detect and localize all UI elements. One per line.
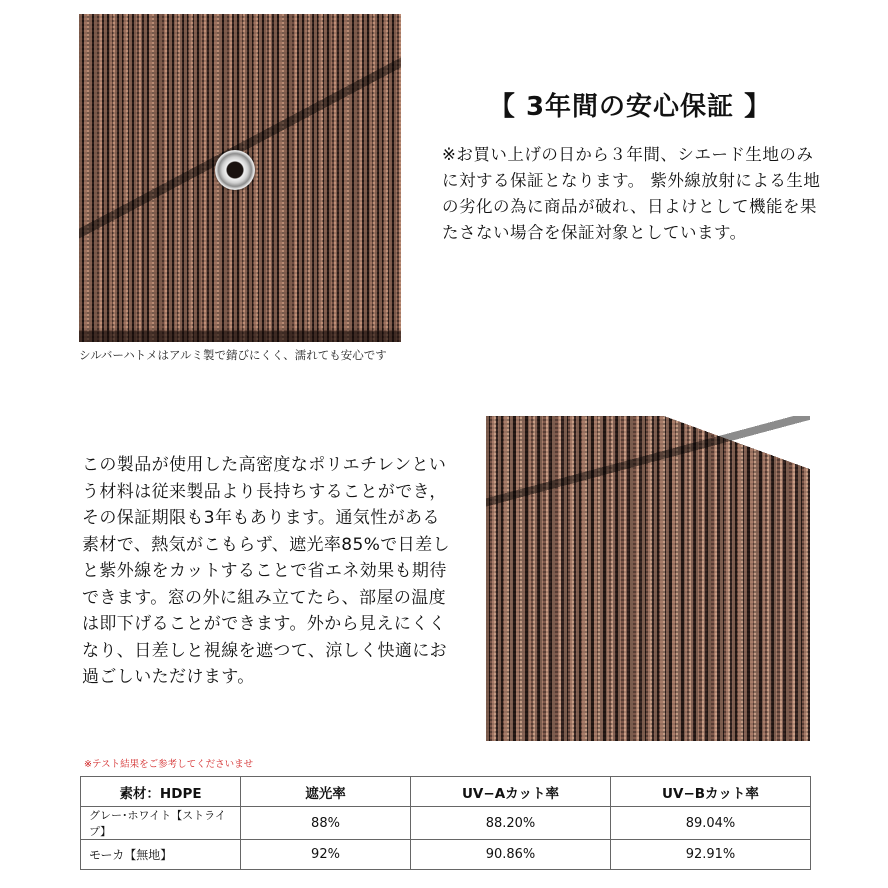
table-row [81, 840, 811, 870]
uva-value: 90.86% [411, 840, 611, 870]
row-label: グレー･ホワイト【ストライプ】 [81, 807, 241, 840]
photo-caption: シルバーハトメはアルミ製で錆びにくく、濡れても安心です [79, 348, 387, 362]
uvb-value: 92.91% [611, 840, 811, 870]
test-result-note: ※テスト結果をご参考してくださいませ [84, 759, 254, 770]
fabric-fold-shading [486, 416, 810, 741]
header-uva-rate: UV−Aカット率 [411, 777, 611, 807]
spec-table [80, 776, 811, 870]
shade-cloth-grommet-photo [79, 14, 401, 342]
grommet-icon [215, 150, 255, 190]
row-label: モーカ【無地】 [81, 840, 241, 870]
warranty-paragraph: ※お買い上げの日から３年間、シエード生地のみに対する保証となります。 紫外線放射による生地の劣化の為に商品が破れ、日よけとして機能を果たさない場合を保証対象としています。 [442, 145, 821, 242]
shade-value: 92% [241, 840, 411, 870]
header-uvb-rate: UV−Bカット率 [611, 777, 811, 807]
material-description: この製品が使用した高密度なポリエチレンという材料は従来製品より長持ちすることができ，その保証期限も3年もあります。通気性がある素材で、熱気がこもらず、遮光率85%で日差しと紫外線をカットすることで省エネ効果も期待できます。窓の外に組み立てたら、部屋の温度は即下げることができます。外から見えにくくなり、日差しと視線を遮つて、涼しく快適にお過ごしいただけます。 [82, 455, 450, 687]
shade-value: 88% [241, 807, 411, 840]
header-shade-rate: 遮光率 [241, 777, 411, 807]
warranty-heading: 【 3年間の安心保証 】 [488, 92, 772, 122]
folded-fabric-photo [486, 416, 810, 741]
table-row [81, 807, 811, 840]
table-header-row [81, 777, 811, 807]
header-material: 素材：HDPE [81, 777, 241, 807]
uvb-value: 89.04% [611, 807, 811, 840]
uva-value: 88.20% [411, 807, 611, 840]
